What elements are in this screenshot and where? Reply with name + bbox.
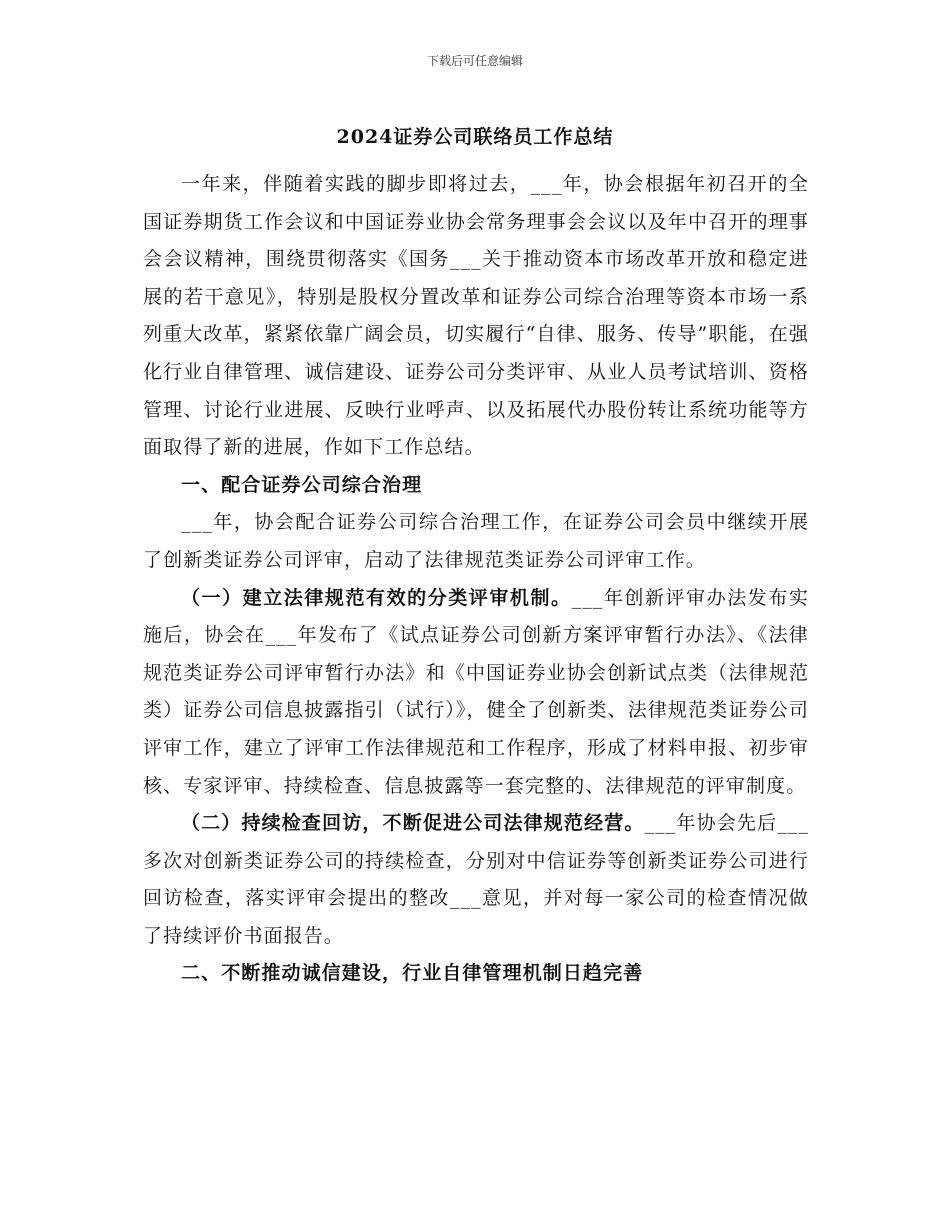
download-note: 下载后可任意编辑 xyxy=(426,54,523,68)
section-heading-2: 二、不断推动诚信建设，行业自律管理机制日趋完善 xyxy=(181,962,644,985)
page-title: 2024证券公司联络员工作总结 xyxy=(336,126,614,148)
item1-lead: （一）建立法律规范有效的分类评审机制。 xyxy=(181,586,572,609)
item1-paragraph xyxy=(143,580,809,806)
item2-paragraph xyxy=(143,805,809,955)
document-body xyxy=(143,166,809,993)
item2-body: ___年协会先后___多次对创新类证券公司的持续检查，分别对中信证券等创新类证券公司进行回访检查，落实评审会提出的整改___意见，并对每一家公司的检查情况做了持续评价书面报告。 xyxy=(143,812,809,947)
intro-paragraph: 一年来，伴随着实践的脚步即将过去，___年，协会根据年初召开的全国证券期货工作会议和中国证券业协会常务理事会会议以及年中召开的理事会会议精神，围绕贯彻落实《国务___关于推动资本市场改革开放和稳定进展的若干意见》，特别是股权分置改革和证券公司综合治理等资本市场一系列重大改革，紧紧依靠广阔会员，切实履行“自律、服务、传导”职能，在强化行业自律管理、诚信建设、证券公司分类评审、从业人员考试培训、资格管理、讨论行业进展、反映行业呼声、以及拓展代办股份转让系统功能等方面取得了新的进展，作如下工作总结。 xyxy=(143,173,809,459)
section-heading-1: 一、配合证券公司综合治理 xyxy=(181,473,423,496)
section1-paragraph: ___年，协会配合证券公司综合治理工作，在证券公司会员中继续开展了创新类证券公司评审，启动了法律规范类证券公司评审工作。 xyxy=(143,511,809,571)
item2-lead: （二）持续检查回访，不断促进公司法律规范经营。 xyxy=(181,812,645,835)
item1-body: ___年创新评审办法发布实施后，协会在___年发布了《试点证券公司创新方案评审暂行办法》、《法律规范类证券公司评审暂行办法》和《中国证券业协会创新试点类（法律规范类）证券公司信息披露指引（试行）》，健全了创新类、法律规范类证券公司评审工作，建立了评审工作法律规范和工作程序，形成了材料申报、初步审核、专家评审、持续检查、信息披露等一套完整的、法律规范的评审制度。 xyxy=(143,586,809,797)
